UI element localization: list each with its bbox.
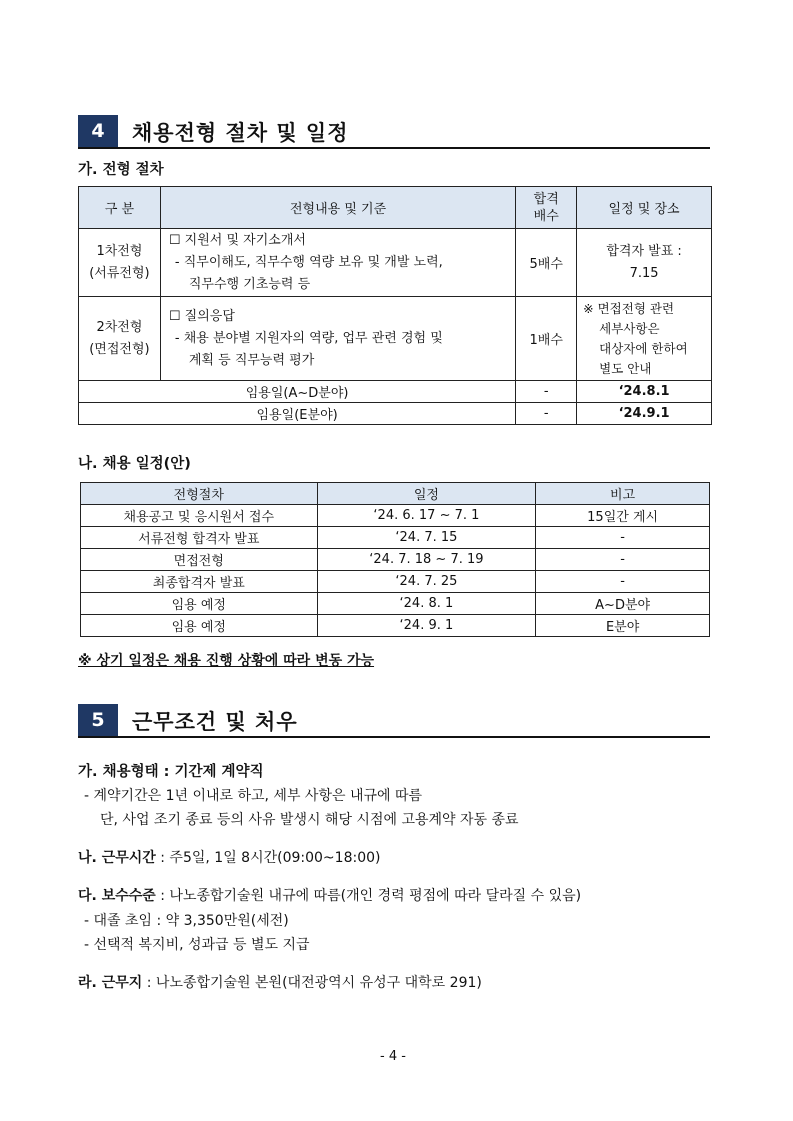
subheading-selection-process: 가. 전형 절차	[78, 162, 164, 178]
section-4-title: 채용전형 절차 및 일정	[132, 121, 349, 145]
date-cell: ‘24. 7. 18 ~ 7. 19	[317, 549, 536, 571]
date-cell: ‘24. 8. 1	[317, 593, 536, 615]
work-location: 라. 근무지 : 나노종합기술원 본원(대전광역시 유성구 대학로 291)	[78, 975, 482, 991]
date-cell: ‘24. 9. 1	[317, 615, 536, 637]
working-hours: 나. 근무시간 : 주5일, 1일 8시간(09:00~18:00)	[78, 850, 381, 866]
remark-cell: -	[536, 571, 710, 593]
remark-cell: -	[536, 549, 710, 571]
schedule-cell: 합격자 발표 : 7.15	[577, 229, 712, 297]
table-row	[81, 527, 710, 549]
col-header-step: 전형절차	[81, 483, 318, 505]
table-row	[81, 549, 710, 571]
step-cell: 최종합격자 발표	[81, 571, 318, 593]
starting-salary-text: - 대졸 초임 : 약 3,350만원(세전)	[84, 913, 289, 929]
table-row	[81, 593, 710, 615]
date-cell: ‘24. 7. 15	[317, 527, 536, 549]
col-header-content: 전형내용 및 기준	[160, 187, 515, 229]
appointment-label-cell: 임용일(E분야)	[79, 403, 516, 425]
date-cell: ‘24. 7. 25	[317, 571, 536, 593]
step-cell: 면접전형	[81, 549, 318, 571]
content-cell: ☐ 지원서 및 자기소개서 - 직무이해도, 직무수행 역량 보유 및 개발 노력, 직무수행 기초능력 등	[160, 229, 515, 297]
table-header-row	[81, 483, 710, 505]
contract-period-text: - 계약기간은 1년 이내로 하고, 세부 사항은 내규에 따름	[84, 788, 423, 804]
ratio-cell: -	[516, 381, 577, 403]
col-header-ratio: 합격 배수	[516, 187, 577, 229]
table-header-row	[79, 187, 712, 229]
section-4-number: 4	[78, 115, 118, 147]
col-header-remark: 비고	[536, 483, 710, 505]
table-row	[79, 381, 712, 403]
benefits-text: - 선택적 복지비, 성과급 등 별도 지급	[84, 937, 310, 953]
section-4-rule	[78, 147, 710, 149]
table-row	[79, 229, 712, 297]
section-5-rule	[78, 736, 710, 738]
table-row	[79, 403, 712, 425]
contract-termination-text: 단, 사업 조기 종료 등의 사유 발생시 해당 시점에 고용계약 자동 종료	[100, 812, 519, 828]
remark-cell: A~D분야	[536, 593, 710, 615]
table-row	[81, 505, 710, 527]
step-cell: 임용 예정	[81, 615, 318, 637]
schedule-cell: ※ 면접전형 관련 세부사항은 대상자에 한하여 별도 안내	[577, 297, 712, 381]
table-row	[81, 615, 710, 637]
step-cell: 임용 예정	[81, 593, 318, 615]
selection-process-table	[78, 186, 712, 425]
appointment-date-cell: ‘24.8.1	[577, 381, 712, 403]
ratio-cell: 5배수	[516, 229, 577, 297]
appointment-label-cell: 임용일(A~D분야)	[79, 381, 516, 403]
stage-cell: 1차전형 (서류전형)	[79, 229, 161, 297]
section-5-number: 5	[78, 704, 118, 736]
salary-level: 다. 보수수준 : 나노종합기술원 내규에 따름(개인 경력 평점에 따라 달라질 수 있음)	[78, 888, 582, 904]
content-cell: ☐ 질의응답 - 채용 분야별 지원자의 역량, 업무 관련 경험 및 계획 등 직무능력 평가	[160, 297, 515, 381]
col-header-category: 구 분	[79, 187, 161, 229]
page-number: - 4 -	[380, 1049, 406, 1064]
remark-cell: E분야	[536, 615, 710, 637]
step-cell: 채용공고 및 응시원서 접수	[81, 505, 318, 527]
table-row	[81, 571, 710, 593]
employment-type: 가. 채용형태 : 기간제 계약직	[78, 764, 264, 780]
date-cell: ‘24. 6. 17 ~ 7. 1	[317, 505, 536, 527]
ratio-cell: 1배수	[516, 297, 577, 381]
table-row	[79, 297, 712, 381]
ratio-cell: -	[516, 403, 577, 425]
remark-cell: -	[536, 527, 710, 549]
subheading-schedule: 나. 채용 일정(안)	[78, 456, 191, 472]
stage-cell: 2차전형 (면접전형)	[79, 297, 161, 381]
col-header-date: 일정	[317, 483, 536, 505]
schedule-table	[80, 482, 710, 637]
schedule-change-note: ※ 상기 일정은 채용 진행 상황에 따라 변동 가능	[78, 653, 375, 669]
col-header-schedule: 일정 및 장소	[577, 187, 712, 229]
remark-cell: 15일간 게시	[536, 505, 710, 527]
section-5-title: 근무조건 및 처우	[132, 710, 298, 734]
step-cell: 서류전형 합격자 발표	[81, 527, 318, 549]
appointment-date-cell: ‘24.9.1	[577, 403, 712, 425]
